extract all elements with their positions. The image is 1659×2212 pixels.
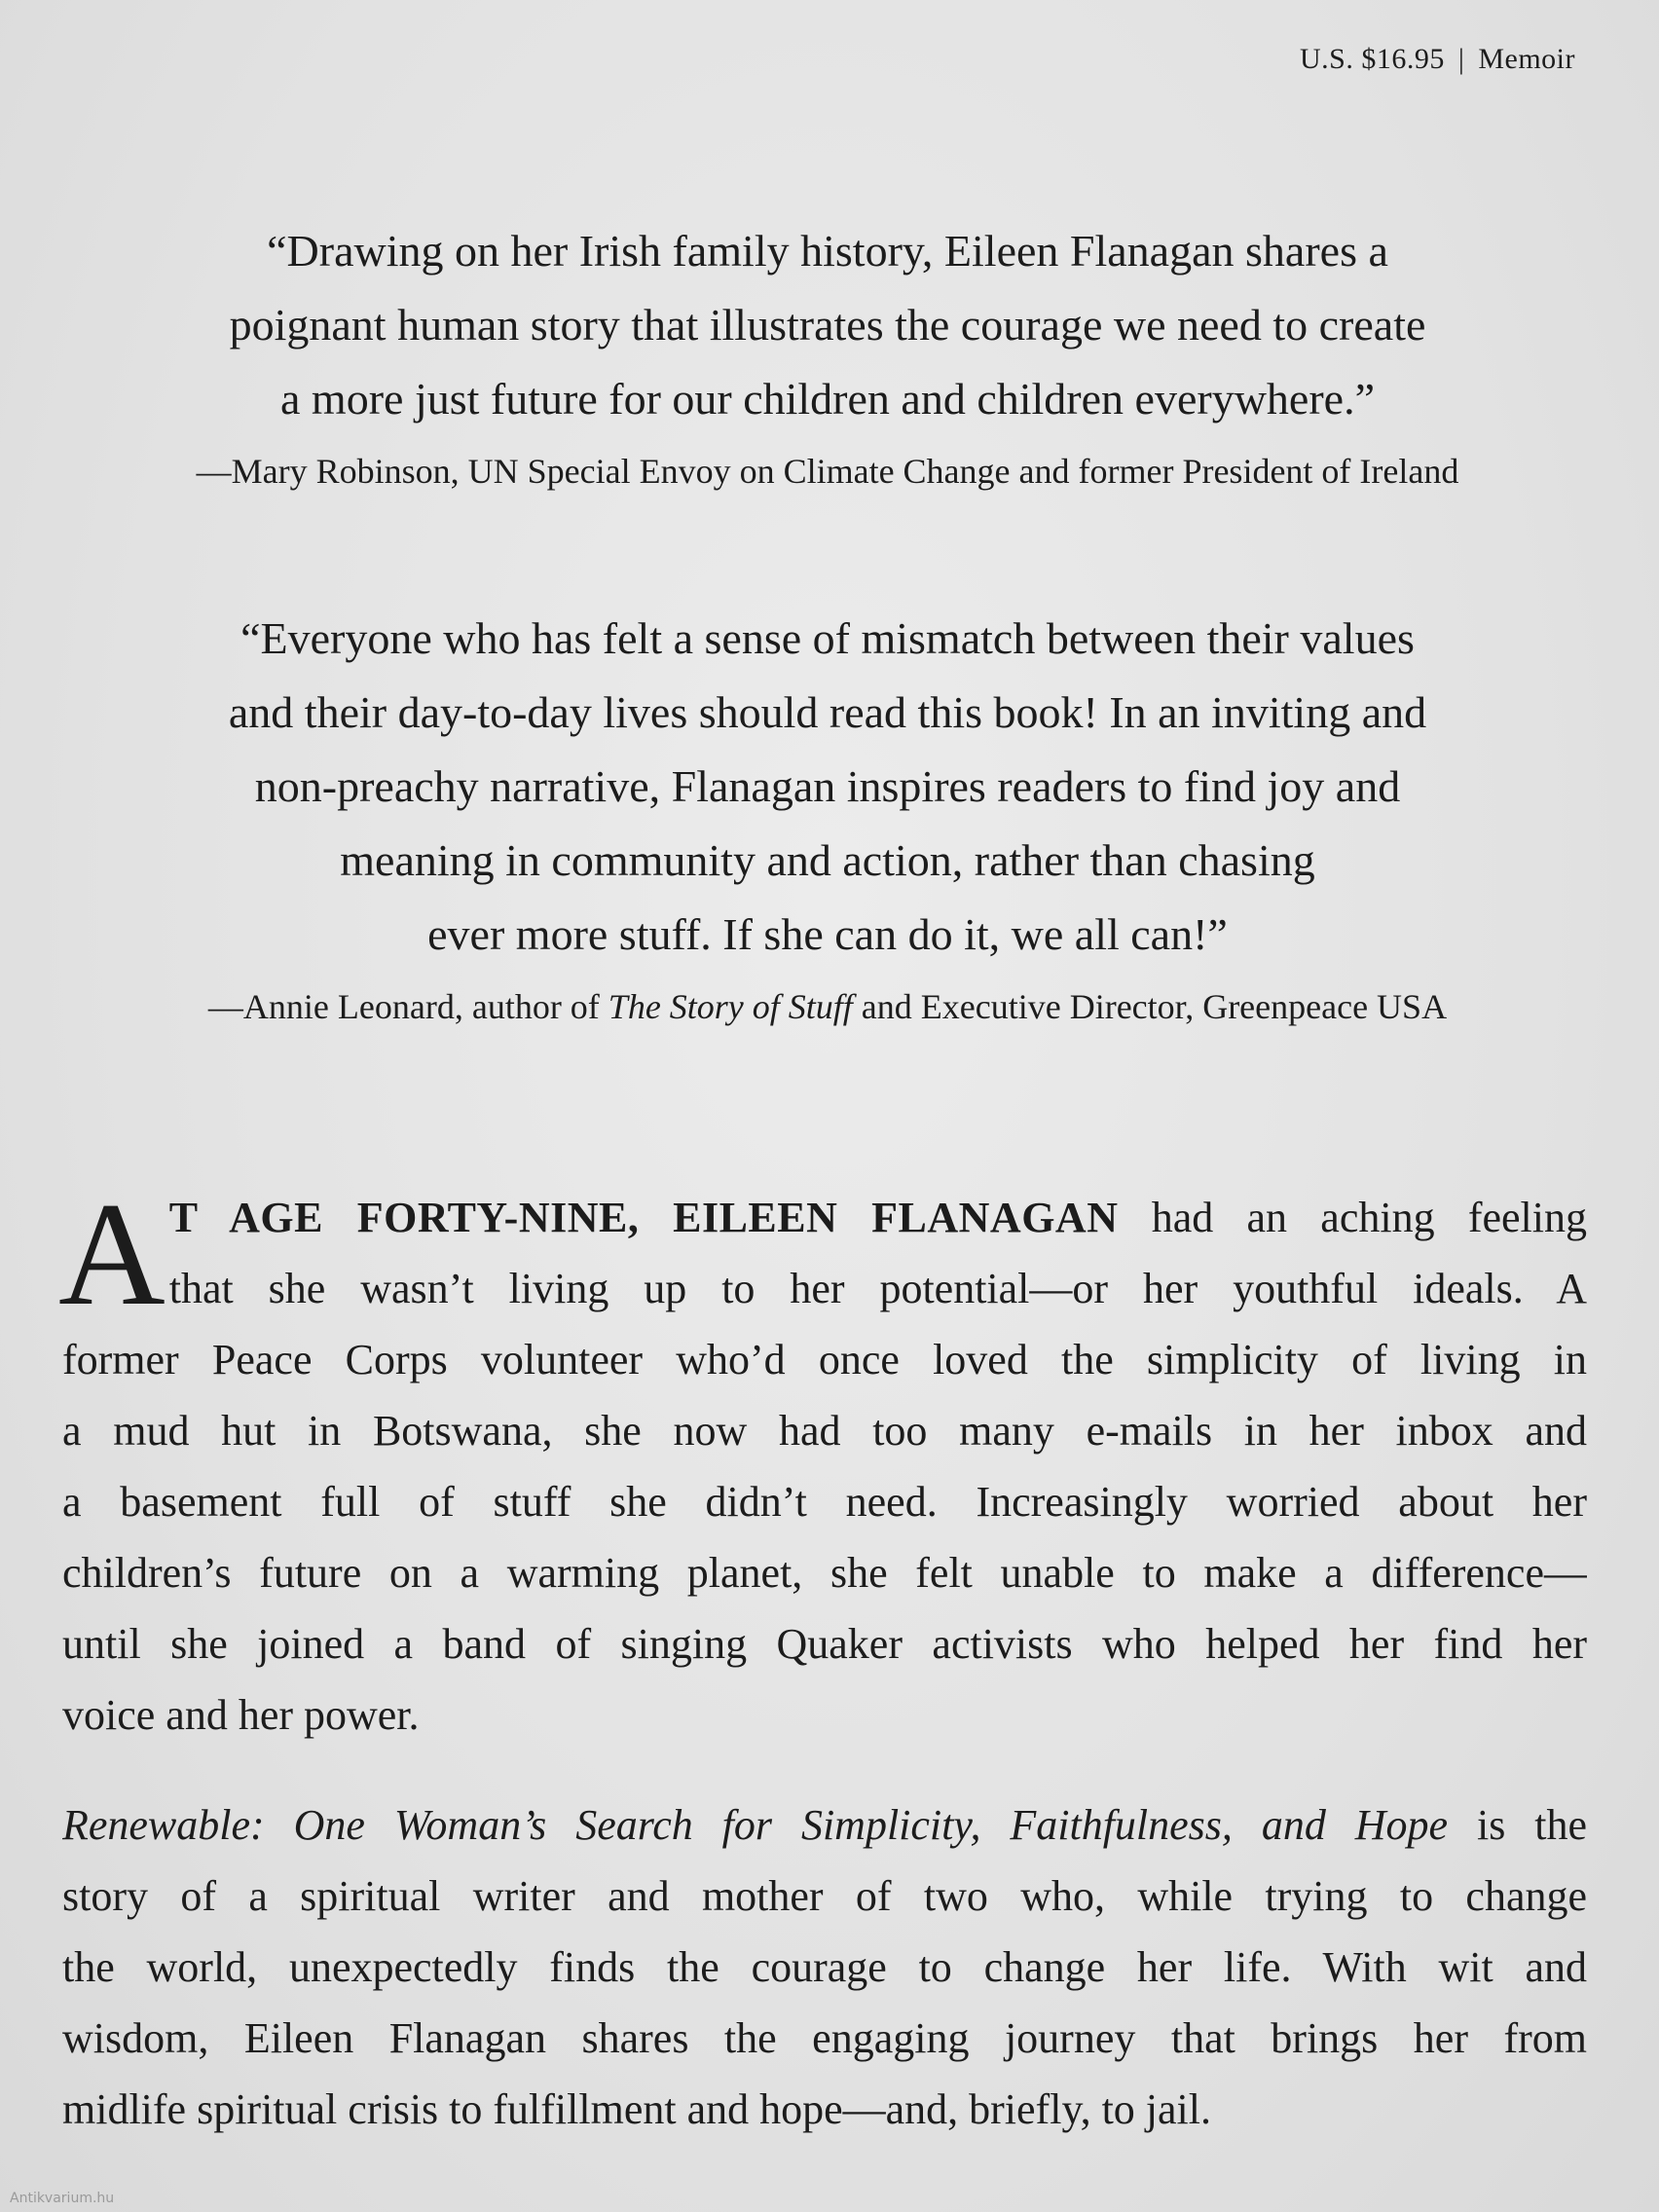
paragraph-line: story of a spiritual writer and mother of two who, while trying to change [62, 1872, 1587, 1920]
attribution-book-title: The Story of Stuff [608, 987, 853, 1026]
quote-line: a more just future for our children and children everywhere.” [280, 374, 1375, 424]
paragraph-line: the world, unexpectedly finds the courage to change her life. With wit and [62, 1943, 1587, 1991]
price: U.S. $16.95 [1299, 43, 1445, 75]
paragraph-line: a mud hut in Botswana, she now had too many e-mails in her inbox and [62, 1407, 1587, 1455]
endorsement-robinson [97, 214, 1558, 493]
description-paragraph [58, 1172, 1587, 1751]
book-title: Renewable: One Woman’s Search for Simplicity, Faithfulness, and Hope [62, 1801, 1449, 1849]
endorsement-attribution: —Mary Robinson, UN Special Envoy on Climate Change and former President of Ireland [196, 452, 1459, 491]
endorsement-leonard [97, 602, 1558, 1028]
endorsement-quote [97, 214, 1558, 436]
line-text: had an aching feeling [1118, 1194, 1587, 1241]
separator: | [1457, 43, 1465, 75]
paragraph-line: wisdom, Eileen Flanagan shares the engaging journey that brings her from [62, 2014, 1587, 2062]
line-text: is the [1448, 1801, 1587, 1849]
paragraph-line: children’s future on a warming planet, she felt unable to make a difference— [62, 1549, 1587, 1597]
quote-line: “Drawing on her Irish family history, Eileen Flanagan shares a [267, 226, 1388, 276]
attribution-text: —Annie Leonard, author of [207, 987, 608, 1026]
paragraph-line: that she wasn’t living up to her potential—or her youthful ideals. A [168, 1265, 1587, 1312]
paragraph-line: former Peace Corps volunteer who’d once loved the simplicity of living in [62, 1336, 1587, 1383]
paragraph-line: a basement full of stuff she didn’t need. Increasingly worried about her [62, 1478, 1587, 1526]
paragraph-line [62, 1789, 1587, 1861]
endorsement-quote [97, 602, 1558, 972]
quote-line: non-preachy narrative, Flanagan inspires readers to find joy and [254, 761, 1401, 811]
quote-line: and their day-to-day lives should read this book! In an inviting and [228, 687, 1427, 737]
drop-cap: A [58, 1172, 166, 1336]
summary-paragraph [62, 1789, 1587, 2145]
lead-in-smallcaps: T AGE FORTY-NINE, EILEEN FLANAGAN [168, 1194, 1119, 1241]
quote-line: poignant human story that illustrates the courage we need to create [229, 300, 1426, 350]
endorsement-attribution [97, 985, 1558, 1028]
category: Memoir [1478, 43, 1575, 75]
paragraph-line: voice and her power. [62, 1691, 420, 1739]
quote-line: meaning in community and action, rather than chasing [340, 835, 1315, 885]
price-category-line [1300, 43, 1575, 76]
paragraph-line: until she joined a band of singing Quaker activists who helped her find her [62, 1620, 1587, 1668]
attribution-text: and Executive Director, Greenpeace USA [852, 987, 1448, 1026]
paragraph-line [169, 1182, 1587, 1253]
watermark: Antikvarium.hu [10, 2191, 115, 2206]
quote-line: ever more stuff. If she can do it, we all can!” [427, 909, 1228, 959]
paragraph-line: midlife spiritual crisis to fulfillment and hope—and, briefly, to jail. [62, 2085, 1212, 2133]
quote-line: “Everyone who has felt a sense of mismatch between their values [240, 613, 1415, 663]
